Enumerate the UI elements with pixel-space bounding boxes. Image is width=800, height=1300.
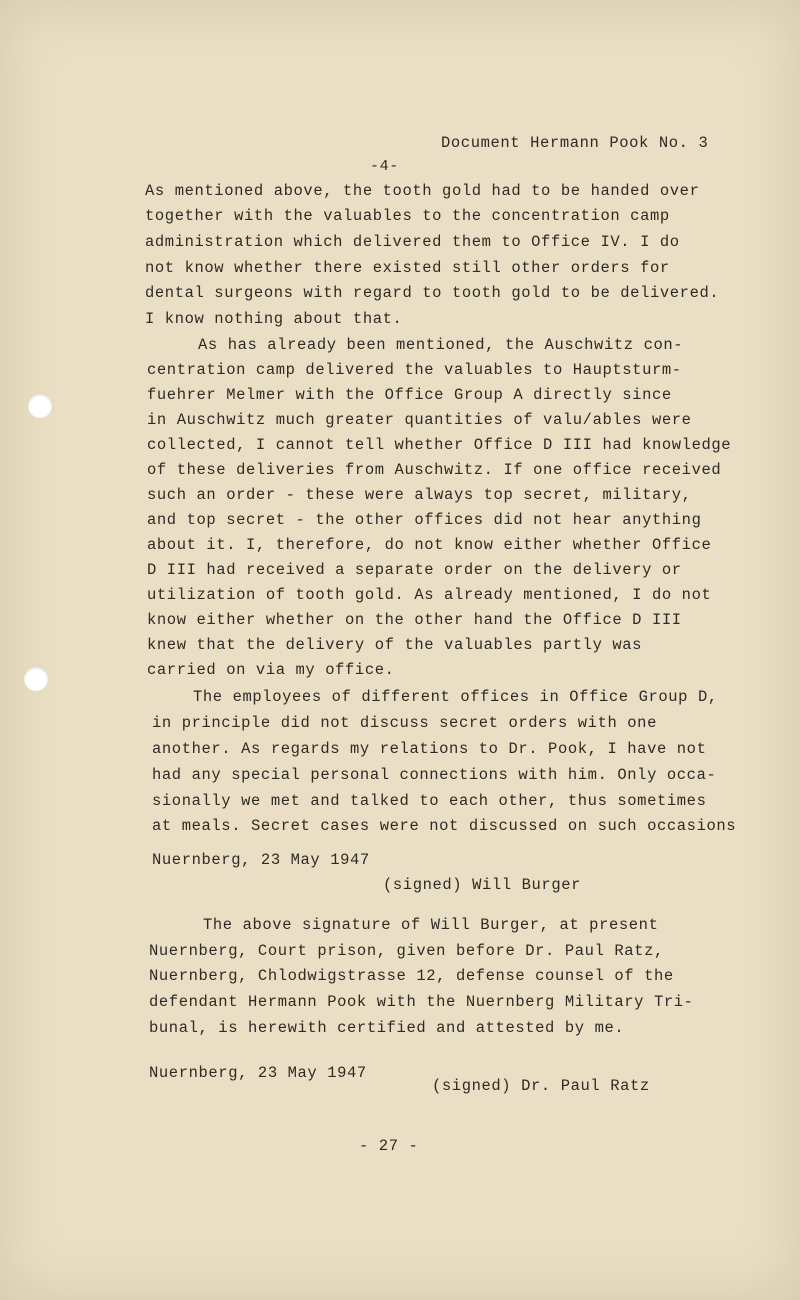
paragraph-line: As mentioned above, the tooth gold had to be handed over	[145, 182, 700, 200]
paragraph-line: The employees of different offices in Office Group D,	[193, 688, 718, 706]
paragraph-line: sionally we met and talked to each other, thus sometimes	[152, 792, 707, 810]
paragraph-line: know either whether on the other hand the Office D III	[147, 611, 682, 629]
document-header: Document Hermann Pook No. 3	[441, 134, 709, 152]
paragraph-line: administration which delivered them to Office IV. I do	[145, 233, 680, 251]
signature-line: (signed) Dr. Paul Ratz	[432, 1077, 650, 1095]
paragraph-line: knew that the delivery of the valuables partly was	[147, 636, 643, 654]
paragraph-line: centration camp delivered the valuables to Hauptsturm-	[147, 361, 682, 379]
paragraph-line: in Auschwitz much greater quantities of valu/ables were	[147, 411, 692, 429]
page-mark: -4-	[370, 158, 399, 175]
paragraph-line: such an order - these were always top secret, military,	[147, 486, 692, 504]
punch-hole-top	[28, 394, 52, 418]
paragraph-line: in principle did not discuss secret orders with one	[152, 714, 657, 732]
place-date: Nuernberg, 23 May 1947	[152, 851, 370, 869]
paragraph-line: not know whether there existed still other orders for	[145, 259, 670, 277]
paragraph-line: had any special personal connections with him. Only occa-	[152, 766, 717, 784]
paragraph-line: another. As regards my relations to Dr. Pook, I have not	[152, 740, 707, 758]
certification-line: Nuernberg, Chlodwigstrasse 12, defense counsel of the	[149, 967, 674, 985]
paragraph-line: of these deliveries from Auschwitz. If one office received	[147, 461, 722, 479]
paragraph-line: D III had received a separate order on the delivery or	[147, 561, 682, 579]
page-number: - 27 -	[359, 1137, 419, 1155]
paragraph-line: at meals. Secret cases were not discussed on such occasions	[152, 817, 737, 835]
punch-hole-bottom	[24, 667, 48, 691]
certification-line: The above signature of Will Burger, at present	[203, 916, 659, 934]
paragraph-line: collected, I cannot tell whether Office D III had knowledge	[147, 436, 732, 454]
paragraph-line: dental surgeons with regard to tooth gold to be delivered.	[145, 284, 720, 302]
paragraph-line: together with the valuables to the concentration camp	[145, 207, 670, 225]
paragraph-line: fuehrer Melmer with the Office Group A directly since	[147, 386, 672, 404]
paragraph-line: I know nothing about that.	[145, 310, 403, 328]
paragraph-line: and top secret - the other offices did not hear anything	[147, 511, 702, 529]
signature-line: (signed) Will Burger	[383, 876, 582, 894]
certification-line: defendant Hermann Pook with the Nuernberg Military Tri-	[149, 993, 694, 1011]
paragraph-line: As has already been mentioned, the Auschwitz con-	[198, 336, 684, 354]
paragraph-line: about it. I, therefore, do not know either whether Office	[147, 536, 712, 554]
paragraph-line: carried on via my office.	[147, 661, 395, 679]
place-date: Nuernberg, 23 May 1947	[149, 1064, 367, 1082]
paragraph-line: utilization of tooth gold. As already mentioned, I do not	[147, 586, 712, 604]
certification-line: bunal, is herewith certified and attested by me.	[149, 1019, 625, 1037]
certification-line: Nuernberg, Court prison, given before Dr. Paul Ratz,	[149, 942, 664, 960]
